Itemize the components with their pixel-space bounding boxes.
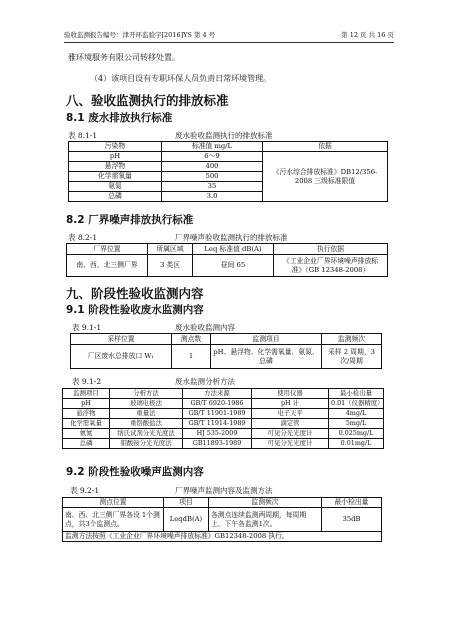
table-cell: GB/T 6920-1986: [183, 399, 252, 409]
table-cell: HJ 535-2009: [183, 429, 252, 439]
table-9-2-1-caption: 厂界噪声监测内容及监测方法: [175, 486, 273, 495]
standard-basis-cell: 《污水综合排放标准》DB12/356-2008 三级标准限值: [263, 152, 388, 202]
table-header-cell: 测点数: [172, 334, 211, 345]
table-cell: 南、西、北三侧厂界: [67, 255, 148, 277]
table-9-1-1-id: 表 9.1-1: [72, 323, 102, 332]
table-cell: 悬浮物: [69, 162, 162, 172]
table-header-cell: 方法来源: [183, 389, 252, 399]
table-cell: 采样 2 周期，3 次/周期: [322, 345, 382, 369]
table-9-1-2-caption: 废水监测分析方法: [175, 377, 235, 386]
table-cell: 化学需氧量: [69, 172, 162, 182]
table-cell: 0.01mg/L: [329, 439, 384, 449]
table-header-cell: 最小检出量: [322, 498, 382, 508]
table-header-cell: 污染物: [69, 142, 162, 152]
table-8-1-1-caption: 废水验收监测执行的排放标准: [175, 131, 273, 140]
section-8-title: 八、验收监测执行的排放标准: [66, 93, 229, 108]
section-9-1-title: 9.1 阶段性验收废水监测内容: [66, 304, 204, 316]
table-cell: 氨氮: [69, 182, 162, 192]
table-cell: 可见分光光度计: [252, 429, 329, 439]
table-cell: 4mg/L: [329, 409, 384, 419]
table-cell: GB11893-1989: [183, 439, 252, 449]
table-cell: 氨氮: [63, 429, 110, 439]
table-cell: 35dB: [322, 508, 382, 532]
table-cell: 纳氏试剂分光光度法: [110, 429, 183, 439]
table-header-cell: 测点位置: [63, 498, 164, 508]
table-cell: 3.0: [162, 192, 263, 202]
table-9-1-1-caption: 废水验收监测内容: [175, 323, 235, 332]
section-8-1-title: 8.1 废水排放执行标准: [66, 112, 173, 124]
table-header-cell: 项目: [164, 498, 209, 508]
intro-line-2: （4）该项目设有专职环保人员负责日常环境管理。: [90, 74, 272, 83]
table-8-1-1-id: 表 8.1-1: [68, 131, 98, 140]
table-cell: pH: [69, 152, 162, 162]
table-cell: 昼间 65: [193, 255, 274, 277]
table-9-1-1: [70, 333, 382, 369]
table-header-cell: 分析方法: [110, 389, 183, 399]
table-cell: 各测点连续监测两周期，每周期上、下午各监测1次。: [209, 508, 322, 532]
table-header-cell: 执行依据: [274, 244, 388, 255]
table-cell: 悬浮物: [63, 409, 110, 419]
table-header-cell: 最小检出量: [329, 389, 384, 399]
table-cell: 化学需氧量: [63, 419, 110, 429]
table-cell: 总磷: [69, 192, 162, 202]
table-cell: pH: [63, 399, 110, 409]
table-cell: 0.01（仪器精度）: [329, 399, 384, 409]
table-header-cell: 标准值 mg/L: [162, 142, 263, 152]
table-9-1-2: [62, 388, 384, 449]
table-cell: 钼酸铵分光光度法: [110, 439, 183, 449]
table-cell: 《工业企业厂界环境噪声排放标准》（GB 12348-2008）: [274, 255, 388, 277]
table-cell: GB/T 11901-1989: [183, 409, 252, 419]
table-header-cell: 采样位置: [71, 334, 172, 345]
table-cell: pH 计: [252, 399, 329, 409]
table-cell: 0.025mg/L: [329, 429, 384, 439]
table-9-2-1: [62, 497, 382, 542]
table-header-cell: 所属区域: [148, 244, 193, 255]
table-cell: 3 类区: [148, 255, 193, 277]
table-cell: 滴定管: [252, 419, 329, 429]
table-cell: 电子天平: [252, 409, 329, 419]
table-cell: 5mg/L: [329, 419, 384, 429]
table-8-2-1-id: 表 8.2-1: [68, 233, 98, 242]
table-cell: 500: [162, 172, 263, 182]
table-cell: 35: [162, 182, 263, 192]
page-header: [64, 30, 394, 43]
table-header-cell: 使用仪器: [252, 389, 329, 399]
table-cell: LeqdB(A): [164, 508, 209, 532]
table-cell: 6～9: [162, 152, 263, 162]
method-note-cell: 监测方法按照《工业企业厂界环境噪声排放标准》GB12348-2008 执行。: [63, 532, 382, 542]
section-9-title: 九、阶段性验收监测内容: [66, 286, 204, 301]
table-header-cell: 监测项目: [63, 389, 110, 399]
table-header-cell: 依据: [263, 142, 388, 152]
report-number: 验收监测报告编号：津开环监验字[2016]YS 第 4 号: [64, 31, 216, 39]
table-8-1-1: [68, 141, 388, 202]
intro-line-1: 雅环境服务有限公司转移处置。: [68, 53, 180, 62]
table-cell: pH、悬浮物、化学需氧量、氨氮、总磷: [211, 345, 322, 369]
table-9-1-2-id: 表 9.1-2: [72, 377, 102, 386]
table-8-2-1: [66, 243, 388, 277]
table-cell: 南、西、北三侧厂界各设 1个测点，共3个监测点。: [63, 508, 164, 532]
table-header-cell: 监测频次: [209, 498, 322, 508]
table-cell: 总磷: [63, 439, 110, 449]
table-cell: 400: [162, 162, 263, 172]
table-header-cell: 监测频次: [322, 334, 382, 345]
table-header-cell: 厂界位置: [67, 244, 148, 255]
table-8-2-1-caption: 厂界噪声验收监测执行的排放标准: [175, 233, 288, 242]
table-9-2-1-id: 表 9.2-1: [70, 486, 100, 495]
table-header-cell: Leq 标准值 dB(A): [193, 244, 274, 255]
table-header-cell: 监测项目: [211, 334, 322, 345]
table-cell: 1: [172, 345, 211, 369]
page-number: 第 12 页 共 16 页: [341, 31, 394, 39]
table-cell: 重量法: [110, 409, 183, 419]
table-cell: 厂区废水总排放口 W₁: [71, 345, 172, 369]
section-8-2-title: 8.2 厂界噪声排放执行标准: [66, 214, 194, 226]
table-cell: GB/T 11914-1989: [183, 419, 252, 429]
table-cell: 玻璃电极法: [110, 399, 183, 409]
table-cell: 可见分光光度计: [252, 439, 329, 449]
section-9-2-title: 9.2 阶段性验收噪声监测内容: [66, 466, 204, 478]
table-cell: 重铬酸盐法: [110, 419, 183, 429]
